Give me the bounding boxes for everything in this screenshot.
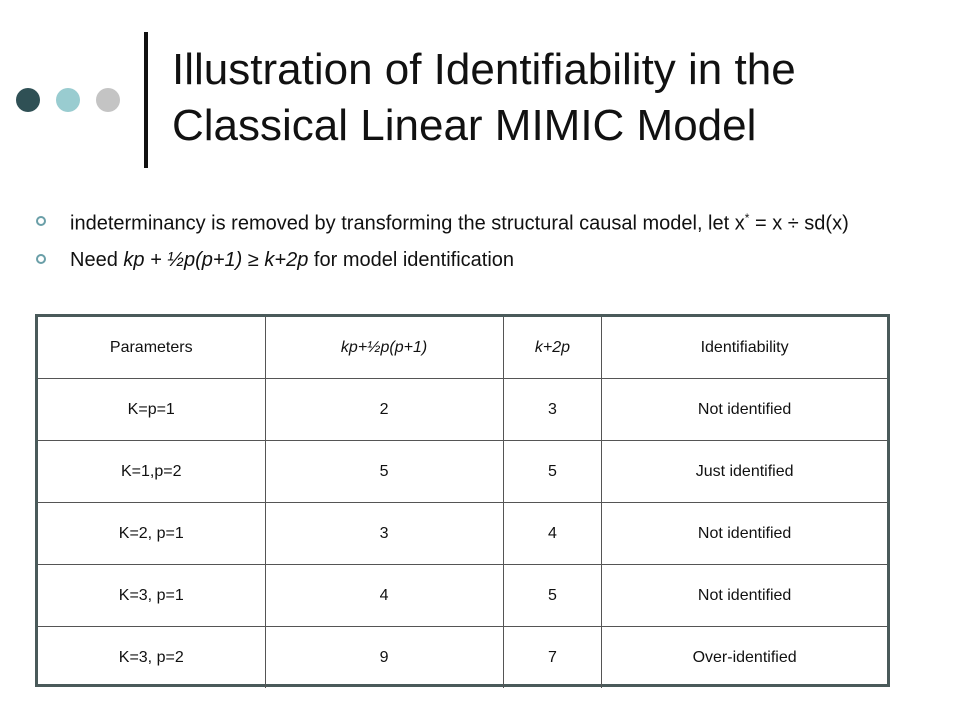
table-header-row	[38, 317, 887, 379]
header-cell: k+2p	[503, 317, 602, 379]
circle-bullet-icon	[36, 216, 46, 226]
decorative-dots	[0, 0, 140, 200]
dot-teal-icon	[56, 88, 80, 112]
bullet-formula: kp + ½p(p+1) ≥ k+2p	[123, 248, 309, 271]
identifiability-table	[35, 314, 890, 687]
title-divider	[144, 32, 148, 168]
table-cell: 2	[265, 379, 503, 441]
table-cell: 3	[265, 503, 503, 565]
header-cell: Parameters	[38, 317, 265, 379]
bullet-text-end: = x ÷ sd(x)	[749, 212, 849, 235]
table-cell: 5	[503, 441, 602, 503]
bullet-text: Need	[70, 248, 124, 271]
bullet-superscript: *	[744, 211, 750, 225]
table-row	[38, 627, 887, 689]
table-cell: K=3, p=2	[38, 627, 265, 689]
table-row	[38, 379, 887, 441]
header-cell: Identifiability	[602, 317, 887, 379]
dot-dark-icon	[16, 88, 40, 112]
table-cell: Not identified	[602, 379, 887, 441]
table-cell: 4	[265, 565, 503, 627]
table-cell: K=p=1	[38, 379, 265, 441]
table-cell: K=1,p=2	[38, 441, 265, 503]
table-row	[38, 565, 887, 627]
table-cell: Not identified	[602, 565, 887, 627]
table-cell: 7	[503, 627, 602, 689]
table-cell: Just identified	[602, 441, 887, 503]
table-cell: K=2, p=1	[38, 503, 265, 565]
bullet-list	[36, 204, 916, 282]
table-cell: 5	[503, 565, 602, 627]
bullet-text: indeterminancy is removed by transforming the structural causal model, let x	[70, 212, 745, 235]
bullet-item	[36, 246, 916, 274]
header-cell: kp+½p(p+1)	[265, 317, 503, 379]
table-cell: Not identified	[602, 503, 887, 565]
circle-bullet-icon	[36, 254, 46, 264]
bullet-text-end: for model identification	[308, 248, 515, 271]
table-cell: K=3, p=1	[38, 565, 265, 627]
title-line-2: Classical Linear MIMIC Model	[172, 101, 757, 150]
table-cell: Over-identified	[602, 627, 887, 689]
table-cell: 3	[503, 379, 602, 441]
table-cell: 9	[265, 627, 503, 689]
table-row	[38, 441, 887, 503]
title-line-1: Illustration of Identifiability in the	[172, 45, 796, 94]
table-cell: 5	[265, 441, 503, 503]
bullet-item	[36, 204, 916, 238]
table-cell: 4	[503, 503, 602, 565]
dot-gray-icon	[96, 88, 120, 112]
slide-title	[172, 42, 932, 154]
table-row	[38, 503, 887, 565]
